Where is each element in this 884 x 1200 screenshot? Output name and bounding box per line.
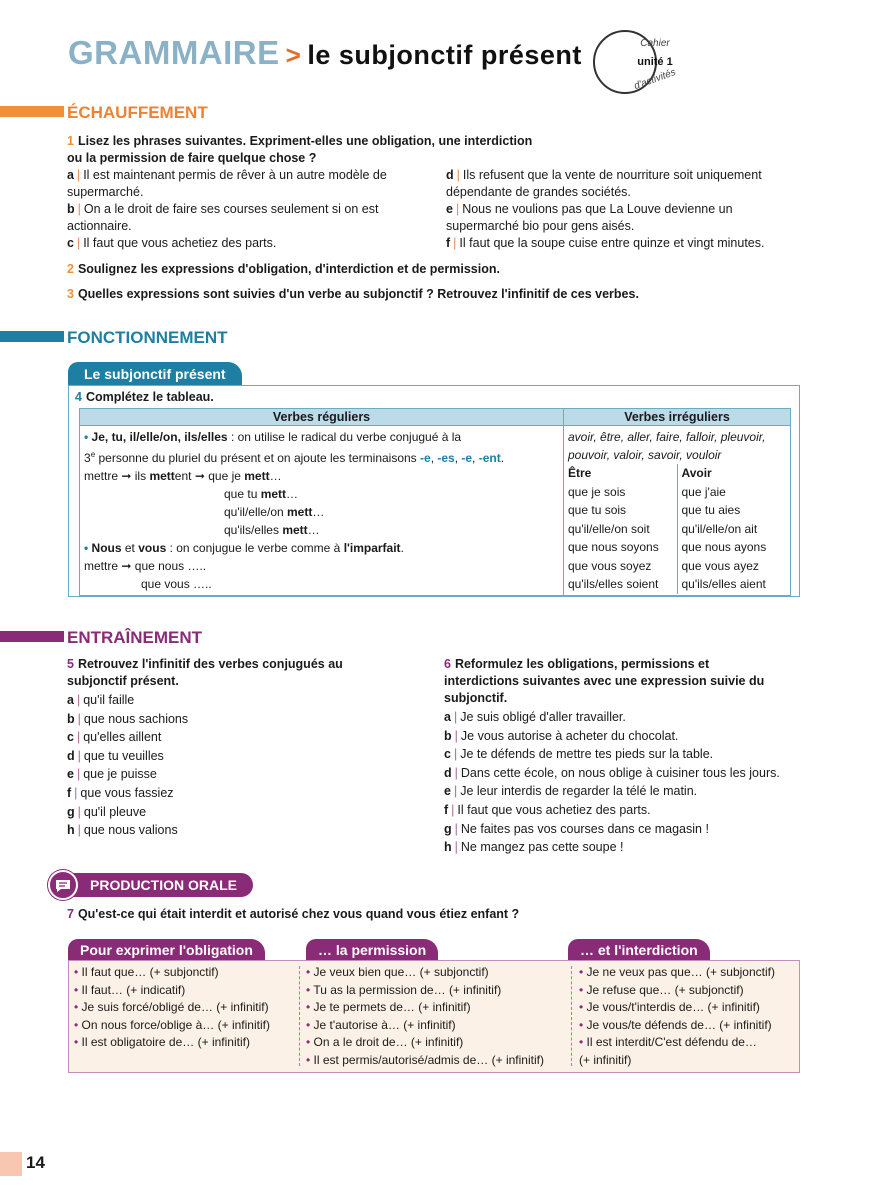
list-item [74, 982, 296, 1000]
etre-form: qu'il/elle/on soit [564, 520, 677, 539]
list-item: f | Il faut que la soupe cuise entre quinze et vingt minutes. [446, 236, 765, 250]
rule-text: et [121, 541, 139, 555]
item-text: Il est maintenant permis de rêver à un autre modèle de [83, 168, 387, 182]
bullet: • [306, 965, 311, 979]
q6-text [444, 656, 804, 707]
item-text: Je veux bien que… (+ subjonctif) [313, 965, 489, 979]
ex-text: mettre [84, 559, 119, 573]
item-text: Il faut que vous achetiez des parts. [457, 802, 651, 817]
item-text: Je t'autorise à… (+ infinitif) [313, 1017, 456, 1032]
etre-form: que tu sois [564, 501, 677, 520]
item-letter: b [67, 711, 75, 726]
list-item [74, 1034, 296, 1052]
avoir-header: Avoir [681, 466, 712, 480]
list-item [306, 999, 568, 1017]
list-item: c | qu'elles aillent [67, 730, 162, 745]
list-item [74, 964, 296, 982]
bullet: • [306, 982, 311, 997]
ex-text: mettre [84, 469, 119, 483]
badge-bottom: d'activités [632, 66, 678, 93]
ex-text: ils [134, 469, 150, 483]
bullet: • [74, 965, 79, 979]
list-item-cont: (+ infinitif) [579, 1052, 632, 1067]
question-6 [444, 656, 804, 857]
item-text: que nous valions [83, 823, 178, 838]
list-item: f | Il faut que vous achetiez des parts. [444, 802, 651, 817]
item-letter: b [67, 202, 75, 216]
example2-nous [84, 557, 559, 575]
item-letter: h [67, 823, 75, 838]
list-item: c | Je te défends de mettre tes pieds sur la table. [444, 747, 714, 762]
item-text: qu'il pleuve [83, 804, 147, 819]
item-letter: f [444, 802, 449, 817]
list-item: a | Il est maintenant permis de rêver à un autre modèle de supermarché. [67, 168, 387, 199]
list-item: b | On a le droit de faire ses courses seulement si on est actionnaire. [67, 202, 379, 233]
section-title-echauffement: ÉCHAUFFEMENT [67, 103, 208, 122]
bold-text: Nous [91, 541, 122, 555]
item-text: Il faut que la soupe cuise entre quinze et vingt minutes. [459, 236, 765, 250]
tab-subjonctif: Le subjonctif présent [68, 362, 242, 386]
bold-text: vous [138, 541, 167, 555]
list-item [74, 1017, 296, 1035]
bullet: • [74, 1017, 79, 1032]
item-text: Je leur interdis de regarder la télé le matin. [460, 784, 698, 799]
question-number: 7 [67, 907, 74, 921]
page-number: 14 [26, 1153, 45, 1172]
punct: , [454, 451, 462, 465]
col-header-regular: Verbes réguliers [80, 409, 564, 426]
list-item: e | Je leur interdis de regarder la télé le matin. [444, 784, 698, 799]
q1-line1: Lisez les phrases suivantes. Expriment-elles une obligation, une interdiction [77, 134, 533, 148]
item-letter: b [444, 728, 452, 743]
ex-text: que vous ….. [141, 577, 212, 591]
list-item: c | Il faut que vous achetiez des parts. [67, 236, 277, 250]
ex-stem: mett [244, 469, 270, 483]
section-bar-entrainement [0, 631, 64, 642]
ex-dots: … [312, 505, 325, 519]
example-tu [84, 485, 559, 503]
list-item [306, 1017, 568, 1035]
rule-text: : on utilise le radical du verbe conjugué à la [227, 430, 462, 444]
ex-stem: mett [282, 523, 308, 537]
q5-text [67, 656, 427, 690]
list-item: a | Je suis obligé d'aller travailler. [444, 710, 626, 724]
rule-text: 3 [84, 451, 91, 465]
item-text: Je vous/t'interdis de… (+ infinitif) [586, 1000, 760, 1014]
bullet: • [306, 1017, 311, 1032]
punct: , [472, 451, 479, 465]
q2-text: Soulignez les expressions d'obligation, d'interdiction et de permission. [77, 262, 500, 276]
avoir-form: qu'il/elle/on ait [681, 521, 758, 536]
item-text: Je ne veux pas que… (+ subjonctif) [586, 965, 775, 979]
list-item: g | Ne faites pas vos courses dans ce magasin ! [444, 821, 709, 836]
list-item: d | que tu veuilles [67, 748, 164, 763]
question-5 [67, 656, 427, 840]
etre-form: que nous soyons [564, 538, 677, 557]
q4-text: Complétez le tableau. [85, 390, 214, 404]
page-title [68, 34, 582, 72]
list-item: g | qu'il pleuve [67, 804, 147, 819]
item-text: Je suis forcé/obligé de… (+ infinitif) [81, 1000, 269, 1014]
section-title-production-orale: PRODUCTION ORALE [48, 873, 253, 897]
permission-list [306, 964, 568, 1069]
list-item [306, 1052, 568, 1070]
item-text: Il faut… (+ indicatif) [81, 982, 186, 997]
item-text: que je puisse [83, 767, 157, 782]
item-text: Ne mangez pas cette soupe ! [460, 840, 624, 855]
section-bar-fonctionnement [0, 331, 64, 342]
etre-form: que vous soyez [564, 557, 677, 576]
item-letter: e [67, 767, 74, 782]
avoir-form: que j'aie [681, 484, 726, 499]
ex-text: ent [174, 469, 192, 483]
etre-form: que je sois [564, 483, 677, 502]
list-item [579, 999, 797, 1017]
title-main: GRAMMAIRE [68, 34, 280, 71]
item-letter: c [67, 730, 74, 745]
q6-line: subjonctif. [444, 691, 508, 705]
ending: -es [437, 451, 455, 465]
avoir-form: que tu aies [681, 503, 741, 517]
list-item [579, 1017, 797, 1035]
list-item: h | que nous valions [67, 823, 178, 838]
example-mettre [84, 467, 559, 485]
item-text: Je te défends de mettre tes pieds sur la table. [460, 747, 714, 762]
item-text: Je suis obligé d'aller travailler. [460, 710, 626, 724]
bold-text: Je, tu, il/elle/on, ils/elles [91, 430, 228, 444]
item-letter: c [444, 747, 451, 762]
item-text: Tu as la permission de… (+ infinitif) [313, 982, 502, 997]
q6-list [444, 708, 804, 857]
question-number: 4 [75, 390, 82, 404]
question-number: 2 [67, 262, 74, 276]
list-item [306, 964, 568, 982]
punct: . [400, 541, 404, 555]
item-text: actionnaire. [67, 219, 132, 233]
badge-mid: unité 1 [637, 56, 673, 68]
q1-items-left [67, 167, 427, 252]
list-item [306, 982, 568, 1000]
bullet: • [306, 1000, 311, 1014]
q6-line: interdictions suivantes avec une expression suivie du [444, 674, 765, 688]
conjugation-table [79, 408, 791, 596]
question-number: 3 [67, 287, 74, 301]
punct: . [500, 451, 505, 465]
ex-dots: … [269, 469, 282, 483]
item-text: Je refuse que… (+ subjonctif) [586, 982, 744, 997]
question-3 [67, 286, 639, 303]
cahier-badge [593, 30, 678, 94]
regular-rule-1: • Je, tu, il/elle/on, ils/elles : on utilise le radical du verbe conjugué à la [84, 430, 462, 444]
bullet: • [306, 1052, 311, 1067]
section-title-entrainement: ENTRAÎNEMENT [67, 628, 203, 647]
item-letter: g [444, 821, 452, 836]
q5-list [67, 691, 427, 840]
item-text: qu'elles aillent [83, 730, 162, 745]
list-item [74, 999, 296, 1017]
question-2 [67, 261, 500, 278]
ex-text: que nous ….. [134, 559, 207, 573]
q7-text: Qu'est-ce qui était interdit et autorisé chez vous quand vous étiez enfant ? [77, 907, 520, 921]
list-item [306, 1034, 568, 1052]
q1-line2: ou la permission de faire quelque chose ? [67, 151, 317, 165]
page-number-bar [0, 1152, 22, 1176]
item-letter: f [67, 785, 72, 800]
item-text: Je vous autorise à acheter du chocolat. [460, 728, 679, 743]
ex-dots: … [307, 523, 320, 537]
item-letter: f [446, 236, 451, 250]
ex-stem: mett [260, 487, 287, 501]
bullet: • [306, 1035, 311, 1049]
question-4 [75, 389, 214, 406]
bullet: • [579, 982, 584, 997]
list-item: a | qu'il faille [67, 693, 135, 707]
avoir-form: que nous ayons [681, 540, 767, 554]
list-item [579, 1034, 797, 1052]
col-header-irregular: Verbes irréguliers [564, 409, 791, 426]
title-arrow: > [285, 40, 302, 70]
item-text: que vous fassiez [80, 785, 174, 800]
example-ils [84, 521, 559, 539]
etre-header: Être [564, 464, 677, 483]
item-text: On a le droit de faire ses courses seulement si on est [83, 202, 379, 216]
bullet: • [579, 1017, 584, 1032]
question-number: 6 [444, 657, 451, 671]
item-text: supermarché bio pour gens aisés. [446, 219, 635, 233]
ex-text: que tu [224, 487, 261, 501]
regular-cell [80, 426, 564, 596]
q3-text: Quelles expressions sont suivies d'un verbe au subjonctif ? Retrouvez l'infinitif de ces verbes. [77, 287, 639, 301]
ex-text: qu'ils/elles [224, 523, 283, 537]
list-item: d | Dans cette école, on nous oblige à cuisiner tous les jours. [444, 765, 780, 780]
item-text: Ne faites pas vos courses dans ce magasin ! [460, 821, 709, 836]
question-7 [67, 906, 519, 923]
item-text: Je te permets de… (+ infinitif) [313, 1000, 471, 1014]
bullet: • [579, 1000, 584, 1014]
ending: -e [461, 451, 473, 465]
list-item: e | Nous ne voulions pas que La Louve devienne un supermarché bio pour gens aisés. [446, 202, 733, 233]
column-divider [571, 966, 572, 1066]
item-letter: a [444, 710, 451, 724]
list-item: h | Ne mangez pas cette soupe ! [444, 840, 624, 855]
item-letter: d [67, 748, 75, 763]
bullet: • [74, 1000, 79, 1014]
item-text: Il faut que… (+ subjonctif) [81, 965, 219, 979]
list-item: f | que vous fassiez [67, 785, 174, 800]
item-text: qu'il faille [83, 693, 135, 707]
arrow-icon: ➞ [121, 559, 132, 573]
ending: -ent [478, 451, 501, 465]
q5-line: Retrouvez l'infinitif des verbes conjugués au [77, 657, 343, 671]
irregular-list [564, 428, 790, 464]
irregular-conj-table [564, 464, 790, 594]
irr-text: avoir, être, aller, faire, falloir, pleuvoir, [568, 430, 766, 444]
rule-text: e [90, 450, 96, 459]
item-text: Il faut que vous achetiez des parts. [83, 236, 277, 250]
avoir-form: qu'ils/elles aient [681, 577, 766, 591]
subjonctif-box [68, 385, 800, 597]
item-letter: d [444, 765, 452, 780]
irr-text: pouvoir, valoir, savoir, vouloir [568, 448, 722, 462]
ex-text: que je [208, 469, 245, 483]
ex-text: qu'il/elle/on [224, 505, 287, 519]
list-item: b | que nous sachions [67, 711, 189, 726]
title-sub: le subjonctif présent [307, 40, 582, 70]
interdiction-list [579, 964, 797, 1069]
ex-stem: mett [287, 505, 313, 519]
tab-interdiction: … et l'interdiction [568, 939, 710, 961]
arrow-icon: ➞ [194, 469, 205, 483]
item-letter: a [67, 168, 74, 182]
list-item [579, 982, 797, 1000]
list-item: e | que je puisse [67, 767, 157, 782]
tab-permission: … la permission [306, 939, 438, 961]
speech-bubble-icon [48, 870, 78, 900]
item-text: que tu veuilles [83, 748, 164, 763]
column-divider [299, 966, 300, 1066]
question-number: 5 [67, 657, 74, 671]
item-text: Nous ne voulions pas que La Louve devienne un [462, 202, 733, 216]
badge-top: Cahier [640, 38, 670, 49]
bullet: • [579, 1035, 584, 1049]
ex-dots: … [286, 487, 299, 501]
irregular-cell [564, 426, 791, 596]
item-text: Il est interdit/C'est défendu de… [586, 1035, 757, 1049]
example2-vous [84, 575, 559, 593]
item-letter: e [444, 784, 451, 799]
q6-line: Reformulez les obligations, permissions et [454, 657, 710, 671]
item-text: Il est obligatoire de… (+ infinitif) [81, 1035, 250, 1049]
item-letter: h [444, 840, 452, 855]
item-letter: d [446, 168, 454, 182]
question-1 [67, 133, 787, 167]
item-text: On a le droit de… (+ infinitif) [313, 1035, 464, 1049]
item-text: que nous sachions [83, 711, 189, 726]
item-text: Ils refusent que la vente de nourriture soit uniquement [462, 168, 762, 182]
avoir-form: que vous ayez [681, 558, 759, 573]
rule-text: personne du pluriel du présent et on ajoute les terminaisons [95, 451, 421, 465]
ex-stem: mett [149, 469, 175, 483]
list-item: b | Je vous autorise à acheter du chocolat. [444, 728, 679, 743]
bullet: • [74, 1035, 79, 1049]
q1-items-right [446, 167, 796, 252]
item-text: Je vous/te défends de… (+ infinitif) [586, 1017, 772, 1032]
obligation-list [74, 964, 296, 1052]
rule-text: : on conjugue le verbe comme à [166, 541, 344, 555]
bold-text: l'imparfait [343, 541, 401, 555]
section-bar-echauffement [0, 106, 64, 117]
punct: , [430, 451, 438, 465]
item-text: On nous force/oblige à… (+ infinitif) [81, 1017, 270, 1032]
item-letter: e [446, 202, 453, 216]
list-item: d | Ils refusent que la vente de nourriture soit uniquement dépendante de grandes sociétés. [446, 168, 762, 199]
example-il [84, 503, 559, 521]
bullet: • [579, 965, 584, 979]
bullet: • [74, 982, 79, 997]
list-item [579, 964, 797, 982]
item-letter: g [67, 804, 75, 819]
item-letter: c [67, 236, 74, 250]
etre-form: qu'ils/elles soient [564, 575, 677, 594]
arrow-icon: ➞ [121, 469, 132, 483]
question-number: 1 [67, 134, 74, 148]
regular-rule-2: • Nous et vous : on conjugue le verbe comme à l'imparfait. [84, 541, 404, 555]
item-text: supermarché. [67, 185, 144, 199]
q5-line: subjonctif présent. [67, 674, 179, 688]
tab-obligation: Pour exprimer l'obligation [68, 939, 265, 961]
item-text: dépendante de grandes sociétés. [446, 185, 631, 199]
regular-rule-1-cont [84, 446, 559, 467]
section-title-fonctionnement: FONCTIONNEMENT [67, 328, 228, 347]
item-text: Dans cette école, on nous oblige à cuisiner tous les jours. [460, 765, 780, 780]
ending: -e [420, 451, 431, 465]
item-letter: a [67, 693, 74, 707]
item-text: Il est permis/autorisé/admis de… (+ infinitif) [313, 1052, 544, 1067]
